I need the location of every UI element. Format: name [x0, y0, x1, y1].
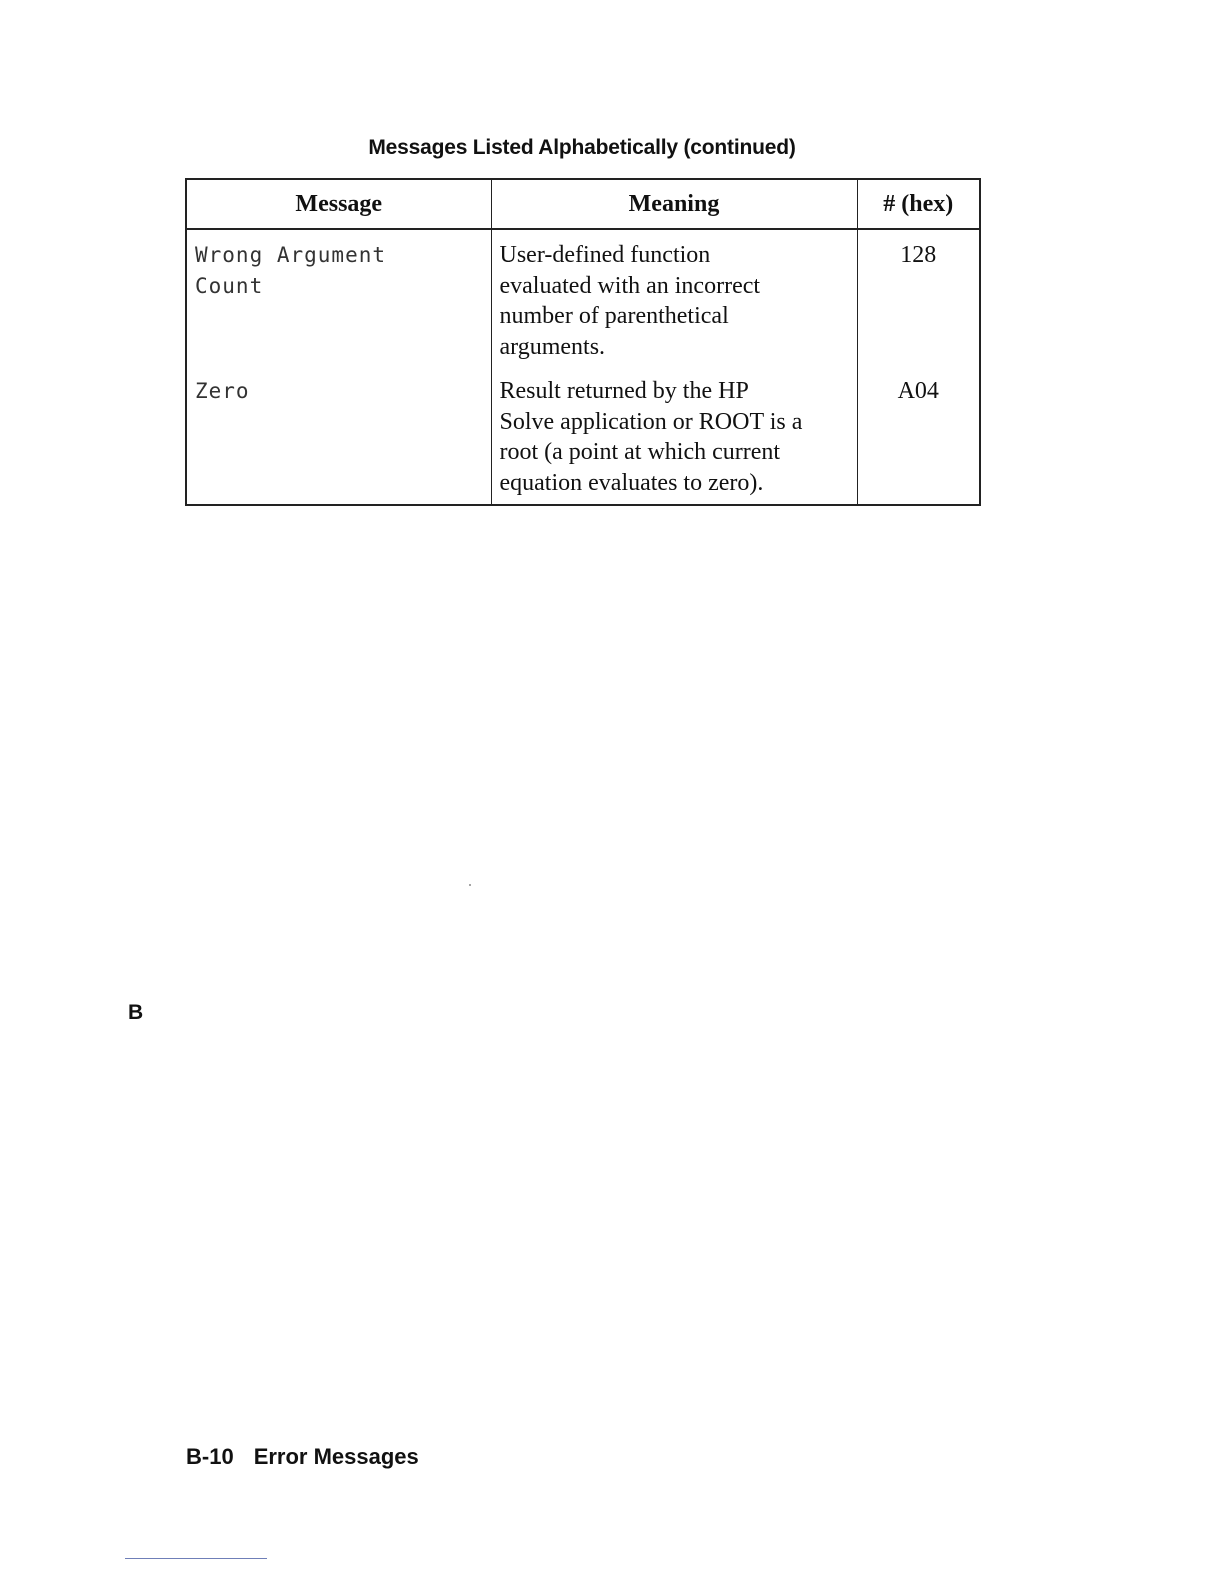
header-hex: # (hex): [857, 179, 980, 229]
meaning-line: Result returned by the HP: [499, 378, 749, 404]
hex-cell: 128: [857, 229, 980, 370]
message-cell: [186, 229, 491, 370]
table-header-row: [186, 179, 980, 229]
table-row: [186, 370, 980, 505]
message-line: Zero: [195, 379, 250, 403]
meaning-line: arguments.: [499, 333, 606, 360]
hex-cell: A04: [857, 370, 980, 505]
message-line: Wrong Argument: [195, 243, 387, 267]
page-number: B-10: [186, 1444, 234, 1469]
meaning-line: number of parenthetical: [499, 303, 729, 329]
table-title: Messages Listed Alphabetically (continued): [368, 136, 796, 159]
footer-rule: [125, 1558, 267, 1559]
meaning-line: equation evaluates to zero).: [499, 469, 764, 496]
meaning-line: Solve application or ROOT is a: [499, 408, 803, 435]
meaning-cell: [491, 370, 857, 505]
meaning-line: User-defined function: [499, 242, 711, 268]
meaning-cell: [491, 229, 857, 370]
table-row: [186, 229, 980, 370]
message-line: Count: [195, 273, 264, 298]
meaning-line: evaluated with an incorrect: [499, 272, 761, 299]
scan-speck: [469, 884, 471, 886]
page-footer: [186, 1444, 419, 1470]
section-title: Error Messages: [253, 1444, 419, 1469]
message-cell: [186, 370, 491, 505]
meaning-line: root (a point at which current: [499, 439, 781, 465]
header-meaning: Meaning: [491, 179, 857, 229]
section-tab-letter: B: [128, 1001, 144, 1024]
messages-table: [185, 178, 981, 506]
header-message: Message: [186, 179, 491, 229]
